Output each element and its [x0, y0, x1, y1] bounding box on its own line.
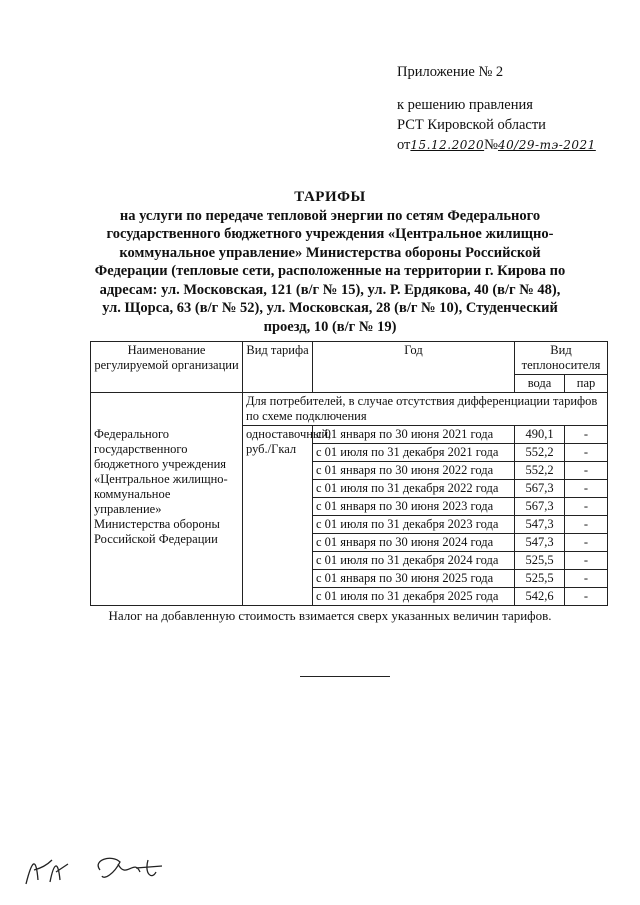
table-row: [91, 426, 608, 444]
row-period: с 01 июля по 31 декабря 2021 года: [313, 444, 515, 462]
appendix-block: [397, 62, 596, 155]
row-period: с 01 января по 30 июня 2021 года: [313, 426, 515, 444]
header-org: Наименование регулируемой организации: [91, 342, 243, 393]
row-period: с 01 июля по 31 декабря 2024 года: [313, 552, 515, 570]
document-title: [90, 188, 570, 336]
table-header-row: [91, 342, 608, 375]
row-water-value: 525,5: [515, 570, 565, 588]
tariff-kind: одноставочный, руб./Гкал: [243, 426, 313, 606]
row-period: с 01 января по 30 июня 2023 года: [313, 498, 515, 516]
appendix-line-1: к решению правления: [397, 97, 533, 113]
row-period: с 01 июля по 31 декабря 2023 года: [313, 516, 515, 534]
row-steam-value: -: [565, 444, 608, 462]
separator-line: [300, 676, 390, 677]
appendix-date: 15.12.2020: [410, 138, 485, 152]
row-steam-value: -: [565, 588, 608, 606]
row-steam-value: -: [565, 516, 608, 534]
row-water-value: 567,3: [515, 498, 565, 516]
row-steam-value: -: [565, 480, 608, 498]
appendix-no-sign: №: [484, 137, 498, 153]
header-year: Год: [313, 342, 515, 393]
header-carrier: Вид теплоносителя: [515, 342, 608, 375]
row-steam-value: -: [565, 426, 608, 444]
row-steam-value: -: [565, 462, 608, 480]
header-tariff-type: Вид тарифа: [243, 342, 313, 393]
tariff-table: [90, 341, 608, 606]
title-heading: ТАРИФЫ: [294, 189, 366, 205]
row-water-value: 547,3: [515, 534, 565, 552]
row-steam-value: -: [565, 570, 608, 588]
appendix-number: Приложение № 2: [397, 64, 504, 80]
appendix-decision-number: 40/29-тэ-2021: [497, 138, 596, 152]
row-water-value: 552,2: [515, 444, 565, 462]
row-steam-value: -: [565, 498, 608, 516]
appendix-date-line: [397, 135, 596, 155]
appendix-line-2: РСТ Кировской области: [397, 117, 546, 133]
consumers-note: Для потребителей, в случае отсутствия дифференциации тарифов по схеме подключения: [243, 393, 608, 426]
row-water-value: 542,6: [515, 588, 565, 606]
header-water: вода: [515, 375, 565, 393]
row-period: с 01 января по 30 июня 2025 года: [313, 570, 515, 588]
row-water-value: 552,2: [515, 462, 565, 480]
vat-note: Налог на добавленную стоимость взимается сверх указанных величин тарифов.: [108, 608, 552, 623]
row-water-value: 490,1: [515, 426, 565, 444]
row-steam-value: -: [565, 552, 608, 570]
organization-name: Федерального государственного бюджетного учреждения «Центральное жилищно-коммунальное управление» Министерства обороны Российской Федерации: [91, 426, 243, 606]
row-water-value: 547,3: [515, 516, 565, 534]
signature-image: [22, 850, 222, 890]
row-period: с 01 января по 30 июня 2022 года: [313, 462, 515, 480]
row-period: с 01 января по 30 июня 2024 года: [313, 534, 515, 552]
consumers-row: [91, 393, 608, 426]
row-steam-value: -: [565, 534, 608, 552]
title-body: на услуги по передаче тепловой энергии по сетям Федерального государственного бюджетного учреждения «Центральное жилищно-коммунальное управление» Министерства обороны Российской Федерации (тепловые сети, расположенные на территории г. Кирова по адресам: ул. Московская, 121 (в/г № 15), ул. Р. Ердякова, 40 (в/г № 48), ул. Щорса, 63 (в/г № 52), ул. Московская, 28 (в/г № 10), Студенческий проезд, 10 (в/г № 19): [94, 207, 566, 335]
tariff-rows: [91, 426, 608, 606]
appendix-prefix: от: [397, 137, 411, 153]
row-water-value: 525,5: [515, 552, 565, 570]
row-period: с 01 июля по 31 декабря 2022 года: [313, 480, 515, 498]
row-water-value: 567,3: [515, 480, 565, 498]
header-steam: пар: [565, 375, 608, 393]
row-period: с 01 июля по 31 декабря 2025 года: [313, 588, 515, 606]
